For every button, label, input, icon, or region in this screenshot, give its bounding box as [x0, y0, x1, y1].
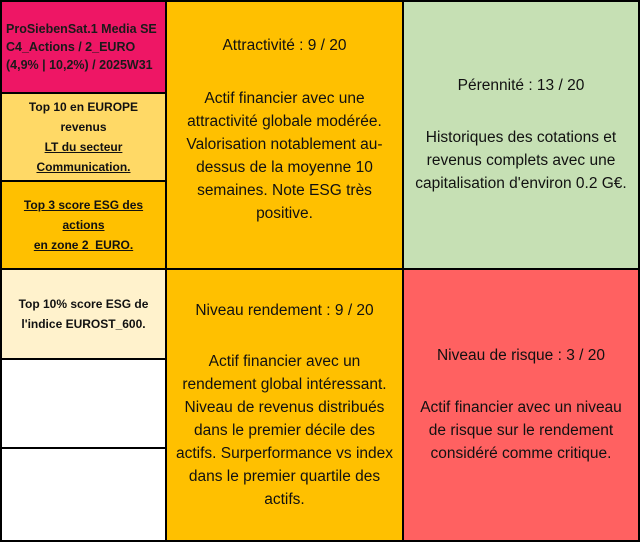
rendement-panel: [166, 269, 403, 541]
rendement-text: Actif financier avec un rendement global intéressant. Niveau de revenus distribués dans le premier décile des actifs. Surperformance vs index dans le premier quartile des actifs.: [175, 353, 394, 508]
badge-esg-index-line-2: l'indice EUROST_600.: [21, 317, 146, 331]
attractivite-panel: [166, 1, 403, 269]
badge-esg-index: [1, 269, 166, 359]
badge-esg-index-line-1: Top 10% score ESG de: [18, 297, 149, 311]
asset-category: C4_Actions / 2_EURO: [6, 40, 136, 54]
badge-esg-zone: [1, 181, 166, 269]
rendement-title: Niveau rendement : 9 / 20: [195, 302, 374, 319]
badge-esg-zone-line-2: en zone 2_EURO.: [33, 238, 134, 252]
risque-panel: [403, 269, 639, 541]
empty-cell-1: [1, 359, 166, 448]
asset-header: [1, 1, 166, 93]
risque-text: Actif financier avec un niveau de risque sur le rendement considéré comme critique.: [420, 399, 622, 462]
badge-revenue-line-2: LT du secteur: [44, 140, 123, 154]
asset-performance: (4,9% | 10,2%) / 2025W31: [6, 58, 153, 72]
perennite-title: Pérennité : 13 / 20: [457, 77, 585, 94]
badge-revenue-top10: [1, 93, 166, 181]
asset-name: ProSiebenSat.1 Media SE: [6, 22, 157, 36]
badge-revenue-line-3: Communication.: [36, 160, 131, 174]
badge-revenue-line-1: Top 10 en EUROPE revenus: [28, 100, 139, 134]
perennite-panel: [403, 1, 639, 269]
attractivite-title: Attractivité : 9 / 20: [222, 37, 347, 54]
attractivite-text: Actif financier avec une attractivité globale modérée. Valorisation notablement au-dessus de la moyenne 10 semaines. Note ESG très positive.: [186, 90, 383, 222]
risque-title: Niveau de risque : 3 / 20: [436, 347, 606, 364]
empty-cell-2: [1, 448, 166, 541]
badge-esg-zone-line-1: Top 3 score ESG des actions: [23, 198, 144, 232]
perennite-text: Historiques des cotations et revenus complets avec une capitalisation d'environ 0.2 G€.: [415, 129, 627, 192]
